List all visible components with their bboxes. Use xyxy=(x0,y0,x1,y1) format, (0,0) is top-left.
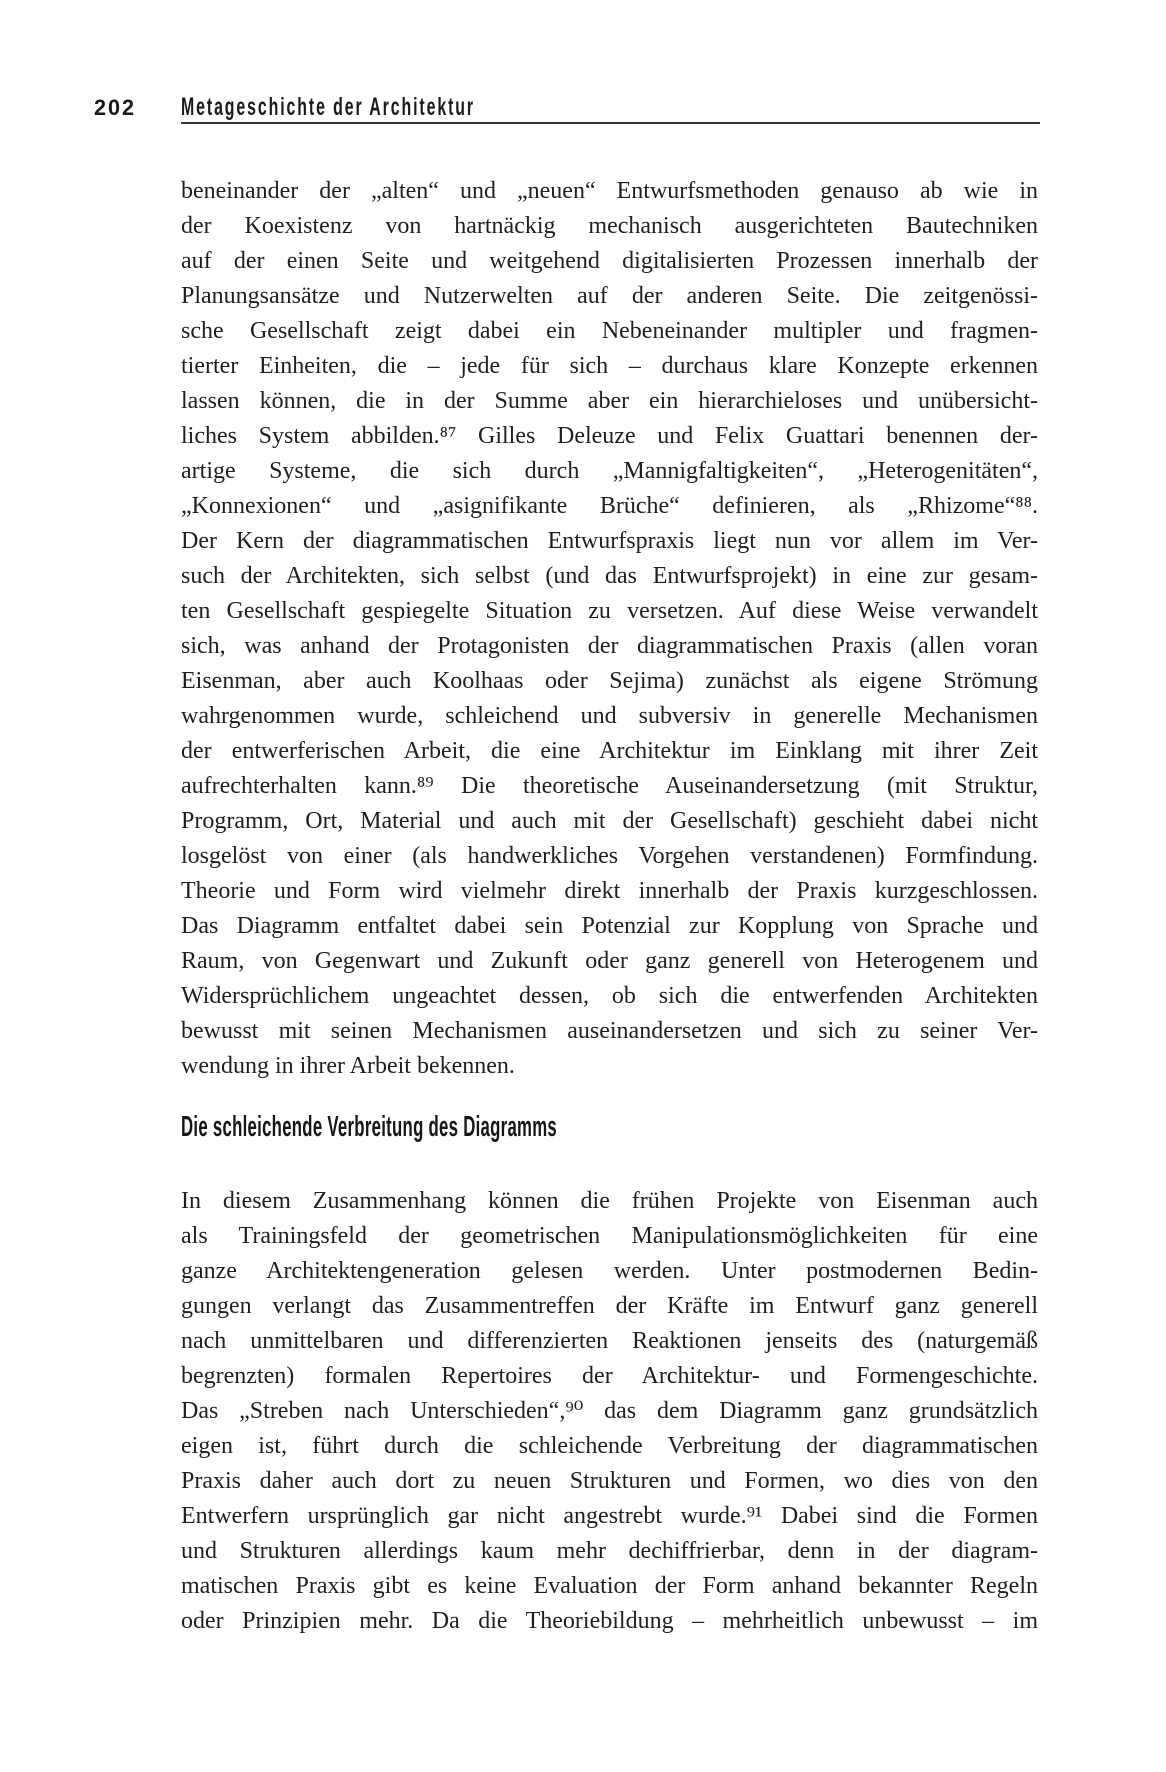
text-line: lassen können, die in der Summe aber ein hierarchieloses und unübersicht- xyxy=(181,388,1038,414)
section-heading: Die schleichende Verbreitung des Diagramms xyxy=(181,1111,557,1143)
page-number: 202 xyxy=(94,95,136,120)
text-line: Entwerfern ursprünglich gar nicht angestrebt wurde.⁹¹ Dabei sind die Formen xyxy=(181,1503,1038,1529)
text-line: wahrgenommen wurde, schleichend und subversiv in generelle Mechanismen xyxy=(181,703,1038,729)
text-line: oder Prinzipien mehr. Da die Theoriebildung – mehrheitlich unbewusst – im xyxy=(181,1608,1038,1634)
paragraph-continuation xyxy=(181,174,1038,1084)
text-line: liches System abbilden.⁸⁷ Gilles Deleuze und Felix Guattari benennen der- xyxy=(181,423,1038,449)
text-line: In diesem Zusammenhang können die frühen Projekte von Eisenman auch xyxy=(181,1188,1038,1214)
header-rule xyxy=(181,122,1040,124)
text-line: Widersprüchlichem ungeachtet dessen, ob sich die entwerfenden Architekten xyxy=(181,983,1038,1009)
text-line: sche Gesellschaft zeigt dabei ein Nebeneinander multipler und fragmen- xyxy=(181,318,1038,344)
text-line: Planungsansätze und Nutzerwelten auf der anderen Seite. Die zeitgenössi- xyxy=(181,283,1038,309)
text-line: Praxis daher auch dort zu neuen Strukturen und Formen, wo dies von den xyxy=(181,1468,1038,1494)
text-line: Programm, Ort, Material und auch mit der Gesellschaft) geschieht dabei nicht xyxy=(181,808,1038,834)
text-line: losgelöst von einer (als handwerkliches Vorgehen verstandenen) Formfindung. xyxy=(181,843,1038,869)
text-line: „Konnexionen“ und „asignifikante Brüche“ definieren, als „Rhizome“⁸⁸. xyxy=(181,493,1038,519)
text-line: Theorie und Form wird vielmehr direkt innerhalb der Praxis kurzgeschlossen. xyxy=(181,878,1038,904)
text-line: Das Diagramm entfaltet dabei sein Potenzial zur Kopplung von Sprache und xyxy=(181,913,1038,939)
paragraph-section xyxy=(181,1184,1038,1639)
running-title: Metageschichte der Architektur xyxy=(181,93,475,121)
text-line: artige Systeme, die sich durch „Mannigfaltigkeiten“, „Heterogenitäten“, xyxy=(181,458,1038,484)
text-line: Raum, von Gegenwart und Zukunft oder ganz generell von Heterogenem und xyxy=(181,948,1038,974)
text-line: bewusst mit seinen Mechanismen auseinandersetzen und sich zu seiner Ver- xyxy=(181,1018,1038,1044)
text-line: aufrechterhalten kann.⁸⁹ Die theoretische Auseinandersetzung (mit Struktur, xyxy=(181,773,1038,799)
text-line: wendung in ihrer Arbeit bekennen. xyxy=(181,1053,515,1079)
text-line: und Strukturen allerdings kaum mehr dechiffrierbar, denn in der diagram- xyxy=(181,1538,1038,1564)
text-line: sich, was anhand der Protagonisten der diagrammatischen Praxis (allen voran xyxy=(181,633,1038,659)
text-line: gungen verlangt das Zusammentreffen der Kräfte im Entwurf ganz generell xyxy=(181,1293,1038,1319)
text-line: such der Architekten, sich selbst (und das Entwurfsprojekt) in eine zur gesam- xyxy=(181,563,1038,589)
text-line: begrenzten) formalen Repertoires der Architektur- und Formengeschichte. xyxy=(181,1363,1038,1389)
text-line: Das „Streben nach Unterschieden“,⁹⁰ das dem Diagramm ganz grundsätzlich xyxy=(181,1398,1038,1424)
text-line: der Koexistenz von hartnäckig mechanisch ausgerichteten Bautechniken xyxy=(181,213,1038,239)
text-line: als Trainingsfeld der geometrischen Manipulationsmöglichkeiten für eine xyxy=(181,1223,1038,1249)
text-line: Der Kern der diagrammatischen Entwurfspraxis liegt nun vor allem im Ver- xyxy=(181,528,1038,554)
text-line: matischen Praxis gibt es keine Evaluation der Form anhand bekannter Regeln xyxy=(181,1573,1038,1599)
text-line: tierter Einheiten, die – jede für sich – durchaus klare Konzepte erkennen xyxy=(181,353,1038,379)
text-line: ganze Architektengeneration gelesen werden. Unter postmodernen Bedin- xyxy=(181,1258,1038,1284)
text-line: nach unmittelbaren und differenzierten Reaktionen jenseits des (naturgemäß xyxy=(181,1328,1038,1354)
text-line: der entwerferischen Arbeit, die eine Architektur im Einklang mit ihrer Zeit xyxy=(181,738,1038,764)
text-line: beneinander der „alten“ und „neuen“ Entwurfsmethoden genauso ab wie in xyxy=(181,178,1038,204)
text-line: ten Gesellschaft gespiegelte Situation zu versetzen. Auf diese Weise verwandelt xyxy=(181,598,1038,624)
text-line: auf der einen Seite und weitgehend digitalisierten Prozessen innerhalb der xyxy=(181,248,1038,274)
text-line: Eisenman, aber auch Koolhaas oder Sejima) zunächst als eigene Strömung xyxy=(181,668,1038,694)
text-line: eigen ist, führt durch die schleichende Verbreitung der diagrammatischen xyxy=(181,1433,1038,1459)
